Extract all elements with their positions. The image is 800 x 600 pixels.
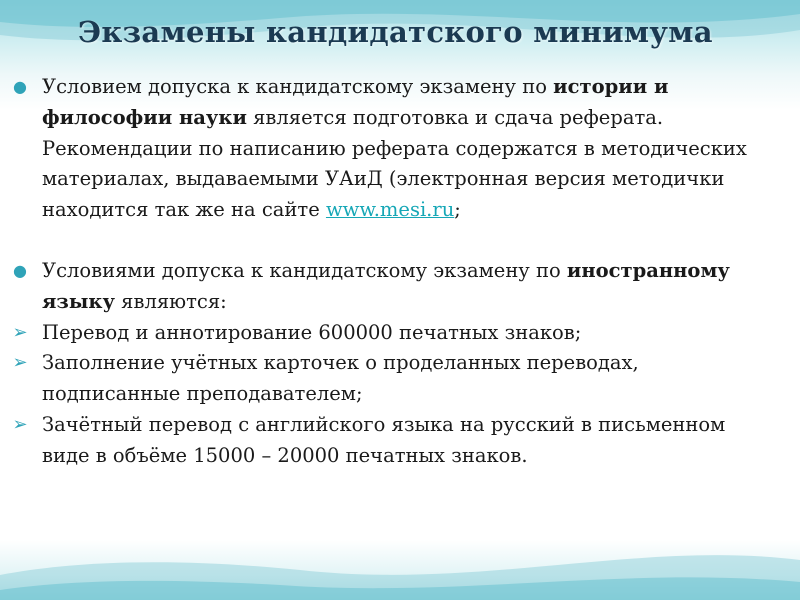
list-item-test-translation xyxy=(0,410,800,472)
paragraph-foreign-language xyxy=(0,256,800,318)
p2-text-start: Условиями допуска к кандидатскому экзамену по xyxy=(42,258,567,282)
bullet-dot-icon: ● xyxy=(13,77,27,96)
bullet-dot-icon: ● xyxy=(13,260,27,280)
list-item-text: Заполнение учётных карточек о проделанных переводах, подписанные преподавателем; xyxy=(42,351,639,406)
list-item-cards xyxy=(0,348,800,410)
p2-text-end: являются: xyxy=(114,289,227,313)
slide-title: Экзамены кандидатского минимума xyxy=(78,15,713,49)
arrow-bullet-icon: ➢ xyxy=(12,413,28,435)
slide-content xyxy=(0,72,800,472)
arrow-bullet-icon: ➢ xyxy=(12,321,28,343)
p1-text-middle: является подготовка и сдача реферата. Рекомендации по написанию реферата содержатся в методических материалах, выдаваемыми УАиД (электронная версия методички находится так же на сайте xyxy=(42,105,747,222)
p1-bold-subject: истории и философии науки xyxy=(42,75,669,129)
spacer xyxy=(0,226,800,256)
list-item-text: Перевод и аннотирование 600000 печатных знаков; xyxy=(42,320,582,344)
p1-text-start: Условием допуска к кандидатскому экзамену по xyxy=(42,75,554,98)
p1-text-end: ; xyxy=(454,198,461,222)
list-item-text: Зачётный перевод с английского языка на русский в письменном виде в объёме 15000 – 20000 печатных знаков. xyxy=(42,412,726,467)
arrow-bullet-icon: ➢ xyxy=(12,352,28,374)
bottom-wave-decoration xyxy=(0,530,800,600)
list-item-translation xyxy=(0,318,800,349)
mesi-website-link[interactable]: www.mesi.ru xyxy=(325,198,455,222)
p2-bold-subject: иностранному языку xyxy=(42,258,730,313)
paragraph-history-philosophy xyxy=(0,72,800,226)
